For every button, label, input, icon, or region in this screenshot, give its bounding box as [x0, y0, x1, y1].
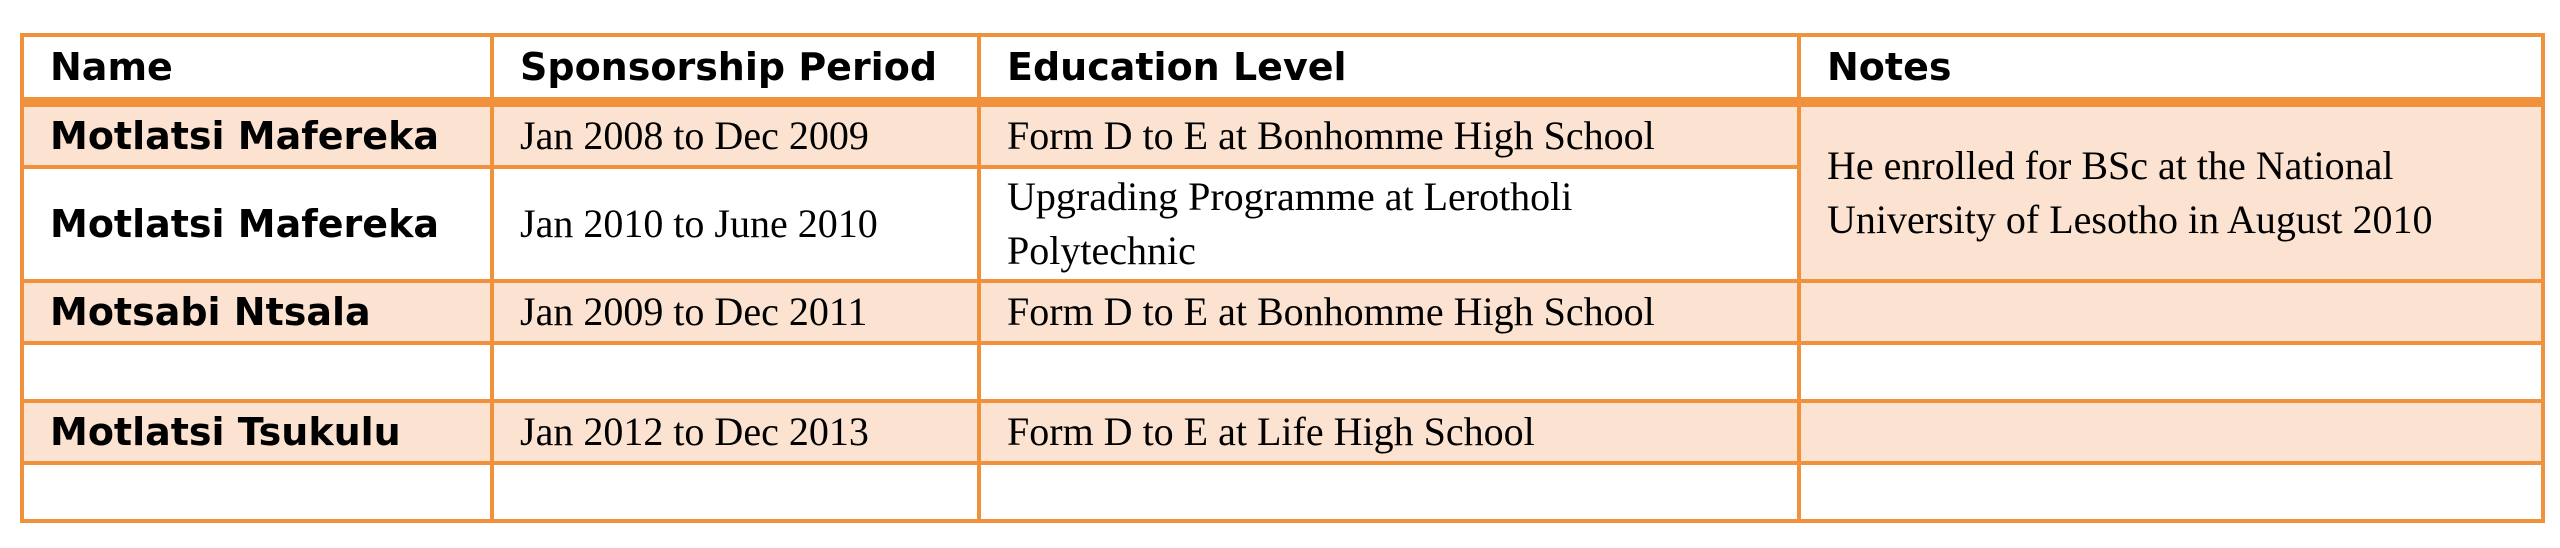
header-education-level: Education Level [979, 35, 1799, 102]
cell-name: Motsabi Ntsala [22, 281, 492, 343]
table-row [22, 463, 2543, 521]
cell-period [492, 463, 979, 521]
cell-name [22, 463, 492, 521]
cell-notes [1799, 401, 2543, 463]
cell-notes [1799, 343, 2543, 401]
cell-name: Motlatsi Mafereka [22, 102, 492, 167]
cell-education: Upgrading Programme at Lerotholi Polytechnic [979, 167, 1799, 281]
cell-period: Jan 2010 to June 2010 [492, 167, 979, 281]
cell-education: Form D to E at Bonhomme High School [979, 102, 1799, 167]
cell-education [979, 343, 1799, 401]
cell-period: Jan 2009 to Dec 2011 [492, 281, 979, 343]
cell-notes [1799, 463, 2543, 521]
header-name: Name [22, 35, 492, 102]
cell-notes-merged: He enrolled for BSc at the National University of Lesotho in August 2010 [1799, 102, 2543, 281]
cell-name: Motlatsi Mafereka [22, 167, 492, 281]
cell-education: Form D to E at Life High School [979, 401, 1799, 463]
cell-period: Jan 2008 to Dec 2009 [492, 102, 979, 167]
table-row [22, 102, 2543, 167]
table-row [22, 343, 2543, 401]
cell-education: Form D to E at Bonhomme High School [979, 281, 1799, 343]
cell-notes [1799, 281, 2543, 343]
table-row [22, 281, 2543, 343]
cell-period [492, 343, 979, 401]
cell-education [979, 463, 1799, 521]
header-sponsorship-period: Sponsorship Period [492, 35, 979, 102]
header-notes: Notes [1799, 35, 2543, 102]
cell-period: Jan 2012 to Dec 2013 [492, 401, 979, 463]
cell-name: Motlatsi Tsukulu [22, 401, 492, 463]
sponsorship-table [20, 33, 2545, 523]
table-row [22, 401, 2543, 463]
cell-name [22, 343, 492, 401]
table-header-row [22, 35, 2543, 102]
